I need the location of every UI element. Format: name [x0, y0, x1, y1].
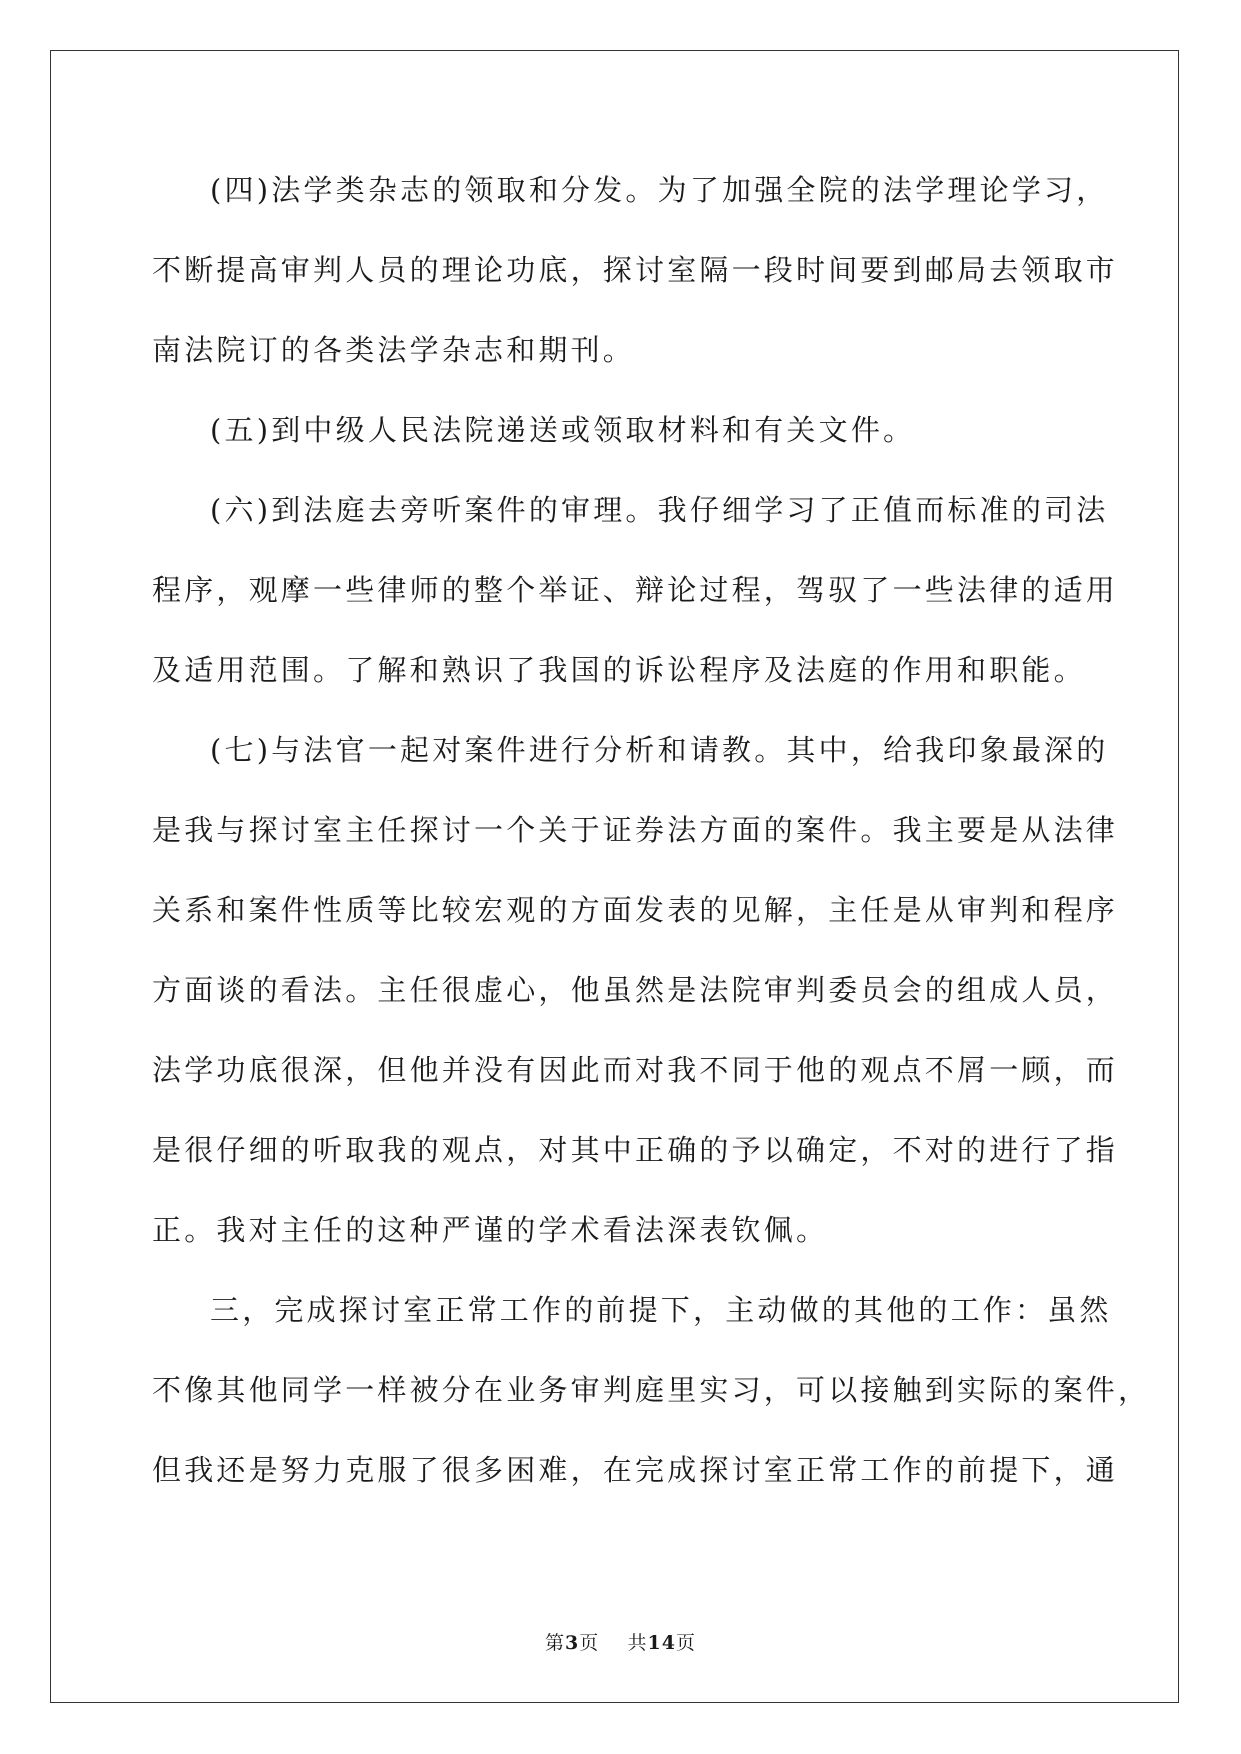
- text-line: 不断提高审判人员的理论功底，探讨室隔一段时间要到邮局去领取市: [152, 253, 1119, 287]
- paragraph: [152, 390, 1082, 470]
- document-body: [152, 150, 1151, 1510]
- text-line: 南法院订的各类法学杂志和期刊。: [152, 333, 636, 367]
- text-line: 关系和案件性质等比较宏观的方面发表的见解，主任是从审判和程序: [152, 893, 1119, 927]
- paragraph: [152, 1270, 1151, 1510]
- text-line: 正。我对主任的这种严谨的学术看法深表钦佩。: [152, 1213, 829, 1247]
- text-line: 法学功底很深，但他并没有因此而对我不同于他的观点不屑一顾，而: [152, 1053, 1119, 1087]
- text-line: 是很仔细的听取我的观点，对其中正确的予以确定，不对的进行了指: [152, 1133, 1119, 1167]
- page-footer: [0, 1628, 1241, 1655]
- text-line: 三，完成探讨室正常工作的前提下，主动做的其他的工作：虽然: [210, 1293, 1112, 1327]
- page-number: 3: [565, 1632, 580, 1654]
- text-line: 不像其他同学一样被分在业务审判庭里实习，可以接触到实际的案件，: [152, 1373, 1151, 1407]
- text-line: 是我与探讨室主任探讨一个关于证券法方面的案件。我主要是从法律: [152, 813, 1119, 847]
- paragraph: [152, 470, 1119, 710]
- text-line: 及适用范围。了解和熟识了我国的诉讼程序及法庭的作用和职能。: [152, 653, 1086, 687]
- text-line: 程序，观摩一些律师的整个举证、辩论过程，驾驭了一些法律的适用: [152, 573, 1119, 607]
- paragraph: [152, 150, 1119, 390]
- page-suffix: 页: [579, 1632, 600, 1654]
- text-line: (七)与法官一起对案件进行分析和请教。其中，给我印象最深的: [210, 733, 1109, 767]
- text-line: 但我还是努力克服了很多困难，在完成探讨室正常工作的前提下，通: [152, 1453, 1119, 1487]
- total-pages: 14: [647, 1632, 676, 1654]
- total-prefix: 共: [627, 1632, 648, 1654]
- text-line: 方面谈的看法。主任很虚心，他虽然是法院审判委员会的组成人员，: [152, 973, 1119, 1007]
- page-prefix: 第: [545, 1632, 566, 1654]
- paragraph: [152, 710, 1119, 1270]
- text-line: (六)到法庭去旁听案件的审理。我仔细学习了正值而标准的司法: [210, 493, 1109, 527]
- total-suffix: 页: [675, 1632, 696, 1654]
- text-line: (四)法学类杂志的领取和分发。为了加强全院的法学理论学习，: [210, 173, 1109, 207]
- text-line: (五)到中级人民法院递送或领取材料和有关文件。: [210, 413, 916, 447]
